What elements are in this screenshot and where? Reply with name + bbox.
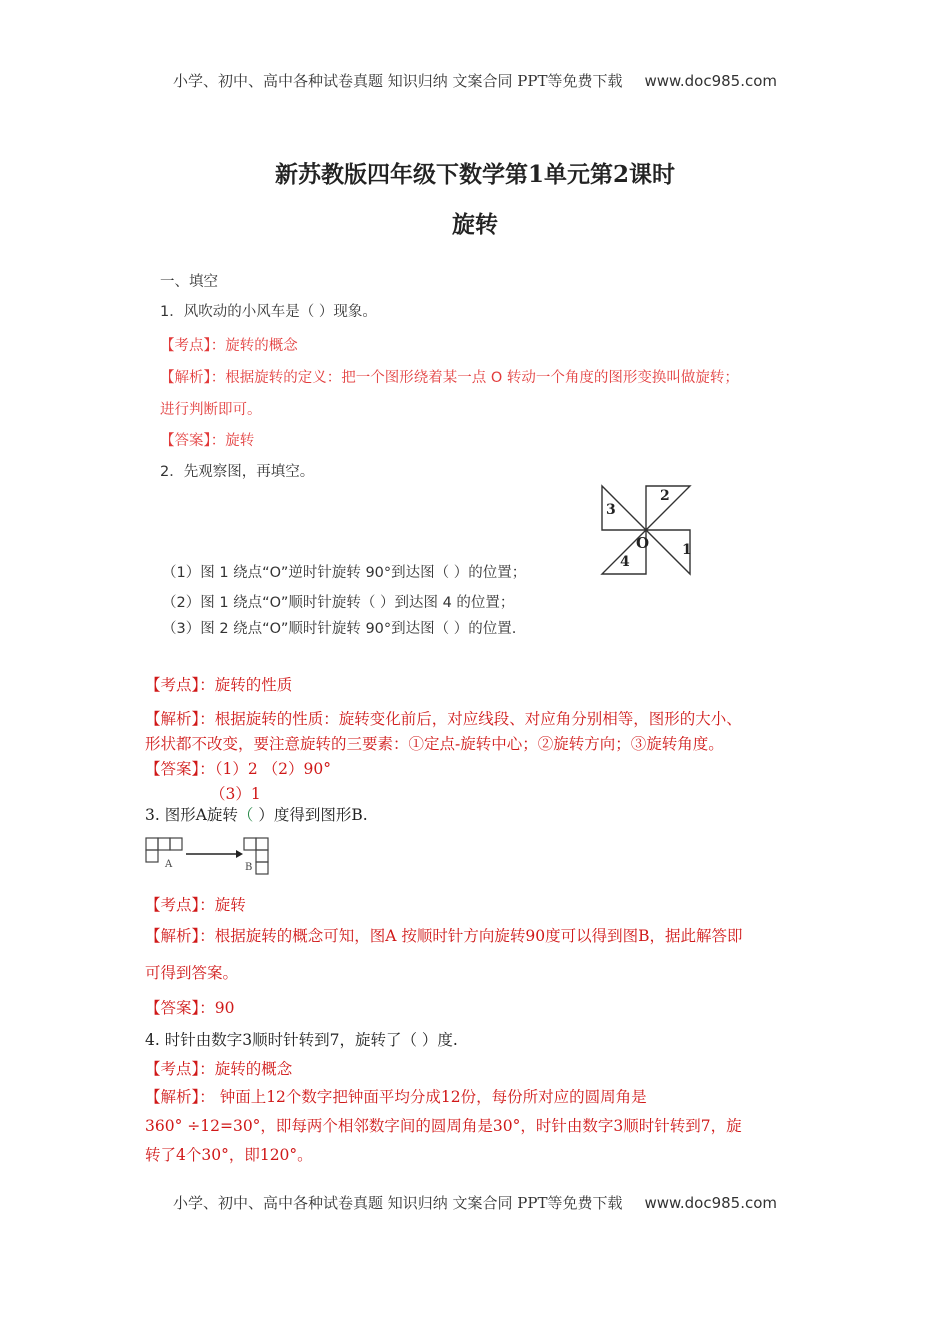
q3-kaodian-label: 【考点】 [145,896,200,914]
q2-answer-label: 【答案】 [145,760,200,778]
header-text: 小学、初中、高中各种试卷真题 知识归纳 文案合同 PPT等免费下载 [172,72,623,90]
q4-jiexi-text3: 转了4个30°，即120°。 [145,1146,313,1164]
figure-b-cell [256,862,268,874]
figure-a-label: A [165,859,173,870]
q1-question: 1．风吹动的小风车是（ ）现象。 [160,304,377,320]
q2-answer-text1: ：（1）2 （2）90° [199,760,332,778]
q3-jiexi-label: 【解析】 [145,927,200,945]
pinwheel-figure [598,482,694,578]
pinwheel-label-1: 1 [682,542,692,558]
q4-jiexi-text1: ： 钟面上12个数字把钟面平均分成12份，每份所对应的圆周角是 [199,1088,647,1106]
q3-kaodian-text: ：旋转 [199,896,246,914]
q4-jiexi-text2: 360° ÷12=30°，即每两个相邻数字间的圆周角是30°，时针由数字3顺时针转到7，旋 [145,1117,742,1135]
pinwheel-center-label: O [636,534,650,552]
header-site: www.doc985.com [644,72,778,90]
q2-question: 2．先观察图，再填空。 [160,464,315,480]
q2-jiexi-text1: ：根据旋转的性质：旋转变化前后，对应线段、对应角分别相等，图形的大小、 [199,710,742,728]
figure-b-cell [256,850,268,862]
q2-jiexi-label: 【解析】 [145,710,200,728]
figure-a-cell [170,838,182,850]
figure-b-cell [256,838,268,850]
q3-kaodian [145,896,246,915]
pinwheel-label-3: 3 [606,502,616,518]
figure-a-cell [158,838,170,850]
page-title: 新苏教版四年级下数学第1单元第2课时 [274,161,675,188]
q3-jiexi [145,927,743,946]
page-header [0,70,950,91]
q3-arrow-head [236,850,243,858]
q3-question [145,806,368,825]
q1-answer: 【答案】：旋转 [160,433,255,449]
q2-jiexi-text2: 形状都不改变，要注意旋转的三要素：①定点-旋转中心；②旋转方向；③旋转角度。 [145,735,724,753]
page-footer [0,1192,950,1213]
figure-a-cell [146,850,158,862]
q2-kaodian [145,676,292,695]
footer-site: www.doc985.com [644,1194,778,1212]
page-subtitle: 旋转 [452,211,498,238]
q3-answer [145,999,235,1018]
q2-kaodian-text: ：旋转的性质 [199,676,293,694]
q2-jiexi [145,710,742,729]
pinwheel-label-4: 4 [620,554,630,570]
q1-jiexi-line2: 进行判断即可。 [160,402,262,418]
q3-answer-text: ：90 [199,999,235,1017]
q3-jiexi-text1: ：根据旋转的概念可知，图A 按顺时针方向旋转90度可以得到图B，据此解答即 [199,927,743,945]
q3-question-pre: 3. 图形A旋转 [145,806,238,824]
q4-question: 4. 时针由数字3顺时针转到7，旋转了（ ）度. [145,1031,458,1049]
q3-answer-label: 【答案】 [145,999,200,1017]
figure-a-cell [146,838,158,850]
q3-jiexi-text2: 可得到答案。 [145,964,239,982]
q4-kaodian-text: ：旋转的概念 [199,1060,293,1078]
q2-answer-text2: （3）1 [210,785,261,803]
q1-kaodian: 【考点】：旋转的概念 [160,338,298,354]
figure-b-cell [244,838,256,850]
q3-question-post: ）度得到图形B. [253,806,368,824]
q4-kaodian [145,1060,292,1079]
q2-part2: （2）图 1 绕点“O”顺时针旋转（ ）到达图 4 的位置； [162,595,515,611]
pinwheel-label-2: 2 [660,488,670,504]
q4-jiexi [145,1088,647,1107]
q4-jiexi-label: 【解析】 [145,1088,200,1106]
q3-figure [144,836,274,884]
footer-text: 小学、初中、高中各种试卷真题 知识归纳 文案合同 PPT等免费下载 [172,1194,623,1212]
q3-paren-open: （ [237,806,254,824]
q4-kaodian-label: 【考点】 [145,1060,200,1078]
q2-part3: （3）图 2 绕点“O”顺时针旋转 90°到达图（ ）的位置. [162,621,517,637]
q2-part1: （1）图 1 绕点“O”逆时针旋转 90°到达图（ ）的位置； [162,565,527,581]
figure-b-label: B [245,862,253,873]
q2-answer [145,760,331,779]
q1-jiexi-line1: 【解析】：根据旋转的定义：把一个图形绕着某一点 O 转动一个角度的图形变换叫做旋转； [160,370,739,386]
q2-kaodian-label: 【考点】 [145,676,200,694]
section-heading: 一、填空 [160,274,218,290]
